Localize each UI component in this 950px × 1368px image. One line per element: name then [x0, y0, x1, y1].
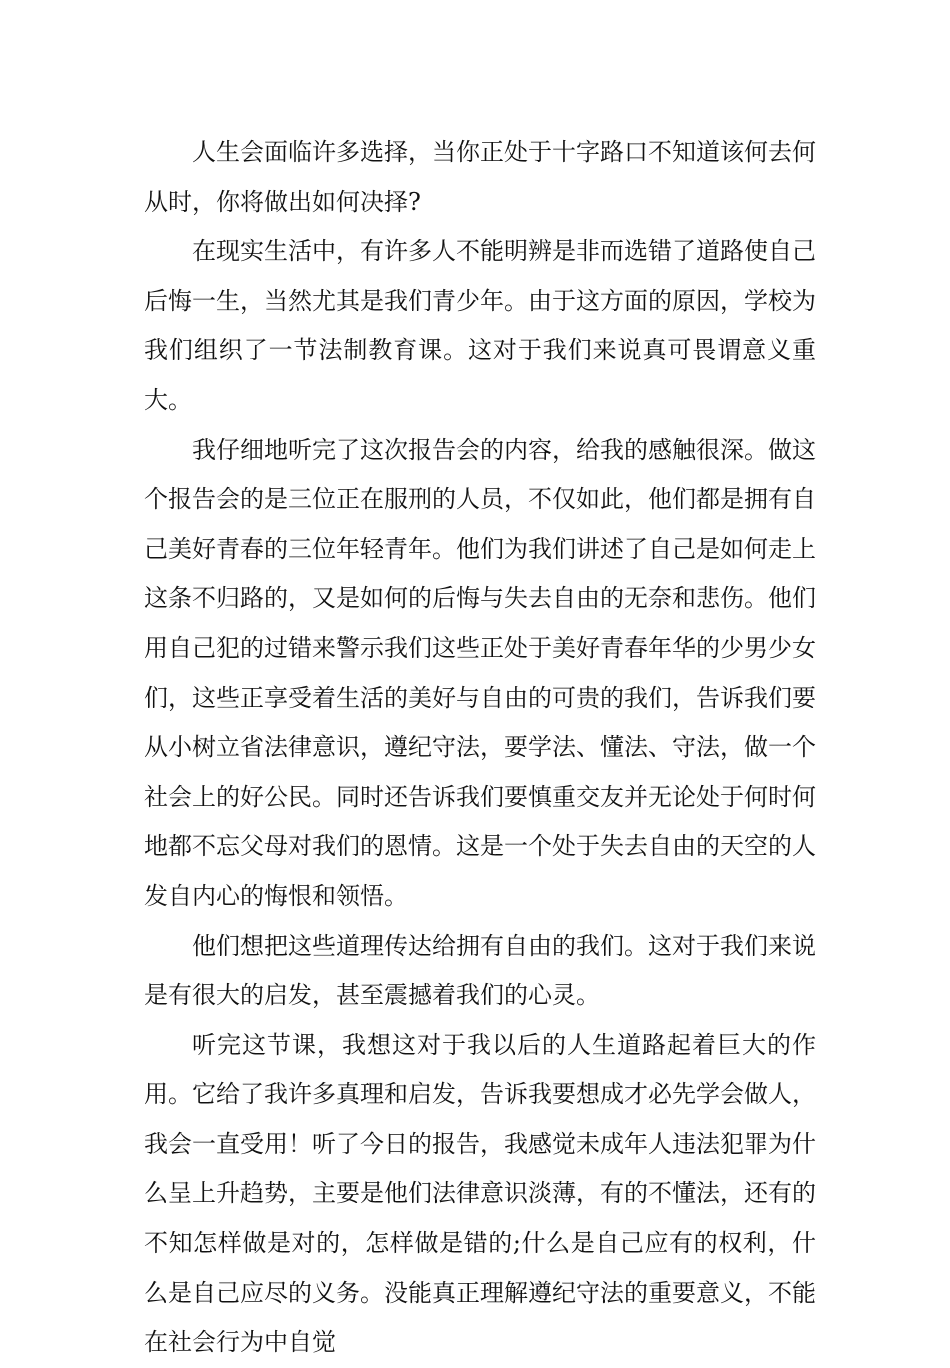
paragraph-3: 我仔细地听完了这次报告会的内容，给我的感触很深。做这个报告会的是三位正在服刑的人员，不仅如此，他们都是拥有自己美好青春的三位年轻青年。他们为我们讲述了自己是如何走上这条不归路的，又是如何的后悔与失去自由的无奈和悲伤。他们用自己犯的过错来警示我们这些正处于美好青春年华的少男少女们，这些正享受着生活的美好与自由的可贵的我们，告诉我们要从小树立省法律意识，遵纪守法，要学法、懂法、守法，做一个社会上的好公民。同时还告诉我们要慎重交友并无论处于何时何地都不忘父母对我们的恩情。这是一个处于失去自由的天空的人发自内心的悔恨和领悟。	[144, 435, 816, 910]
paragraph-5: 听完这节课，我想这对于我以后的人生道路起着巨大的作用。它给了我许多真理和启发，告诉我要想成才必先学会做人，我会一直受用！听了今日的报告，我感觉未成年人违法犯罪为什么呈上升趋势，主要是他们法律意识淡薄，有的不懂法，还有的不知怎样做是对的，怎样做是错的;什么是自己应有的权利，什么是自己应尽的义务。没能真正理解遵纪守法的重要意义，不能在社会行为中自觉	[144, 1030, 816, 1357]
paragraph-4: 他们想把这些道理传达给拥有自由的我们。这对于我们来说是有很大的启发，甚至震撼着我们的心灵。	[144, 931, 816, 1010]
document-body	[144, 128, 816, 1368]
paragraph-1: 人生会面临许多选择，当你正处于十字路口不知道该何去何从时，你将做出如何决择?	[144, 138, 816, 216]
paragraph-2: 在现实生活中，有许多人不能明辨是非而选错了道路使自己后悔一生，当然尤其是我们青少年。由于这方面的原因，学校为我们组织了一节法制教育课。这对于我们来说真可畏谓意义重大。	[144, 237, 816, 414]
